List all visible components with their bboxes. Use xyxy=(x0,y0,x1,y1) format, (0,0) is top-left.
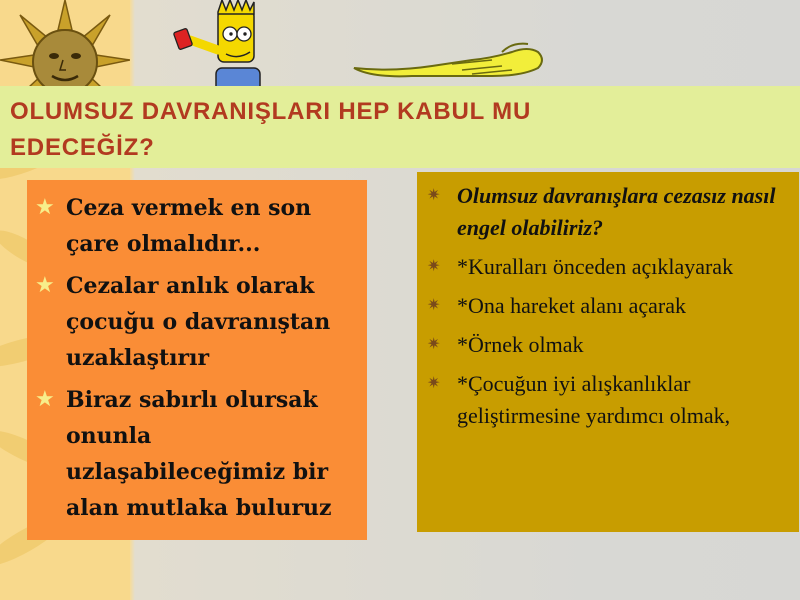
star-bullet-icon: ✷ xyxy=(427,297,441,314)
star-bullet-icon: ★ xyxy=(35,195,55,220)
right-list-heading xyxy=(427,180,797,244)
star-bullet-icon: ✷ xyxy=(427,375,441,392)
left-content-box xyxy=(27,180,367,540)
left-list-item-text: Cezalar anlık olarak çocuğu o davranıştan uzaklaştırır xyxy=(66,273,331,371)
left-list-item xyxy=(35,190,365,262)
cartoon-character-icon xyxy=(160,0,280,95)
right-list-item-text: *Çocuğun iyi alışkanlıklar geliştirmesine yardımcı olmak, xyxy=(457,371,731,428)
right-list-item xyxy=(427,290,797,322)
star-bullet-icon: ★ xyxy=(35,387,55,412)
right-list-item-text: *Örnek olmak xyxy=(457,332,584,357)
right-list-item xyxy=(427,251,797,283)
right-list-item-text: *Kuralları önceden açıklayarak xyxy=(457,254,734,279)
slide-title xyxy=(10,94,710,166)
right-list-item xyxy=(427,368,797,432)
star-bullet-icon: ★ xyxy=(35,273,55,298)
left-list-item xyxy=(35,268,365,376)
right-list-item-text: Olumsuz davranışlara cezasız nasıl engel olabiliriz? xyxy=(457,183,776,240)
star-bullet-icon: ✷ xyxy=(427,258,441,275)
left-list-item-text: Ceza vermek en son çare olmalıdır... xyxy=(66,195,312,257)
right-list-item-text: *Ona hareket alanı açarak xyxy=(457,293,687,318)
star-bullet-icon: ✷ xyxy=(427,336,441,353)
right-bullet-list xyxy=(427,180,797,439)
left-bullet-list xyxy=(35,190,365,532)
star-bullet-icon: ✷ xyxy=(427,187,441,204)
slide-title-line-1: OLUMSUZ DAVRANIŞLARI HEP KABUL MU xyxy=(10,98,532,125)
right-content-box xyxy=(417,172,799,532)
left-list-item xyxy=(35,382,365,526)
left-list-item-text: Biraz sabırlı olursak onunla uzlaşabileceğimiz bir alan mutlaka buluruz xyxy=(66,387,332,521)
slide-title-line-2: EDECEĞİZ? xyxy=(10,134,155,161)
right-list-item xyxy=(427,329,797,361)
pointing-hand-icon xyxy=(352,38,548,80)
